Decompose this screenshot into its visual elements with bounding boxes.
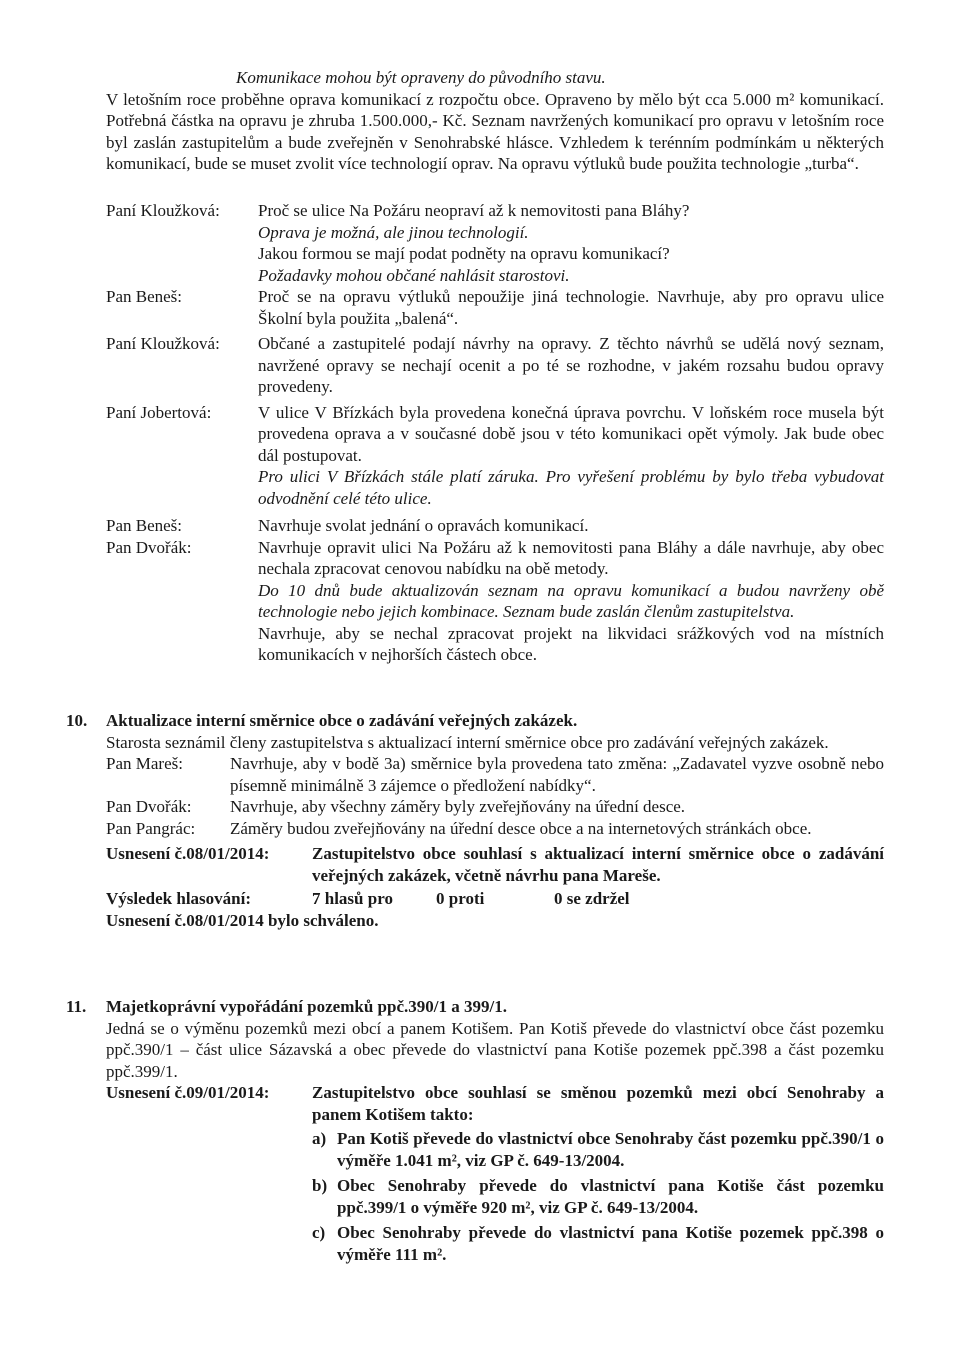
section-intro: Jedná se o výměnu pozemků mezi obcí a panem Kotišem. Pan Kotiš převede do vlastnictví obce část pozemku ppč.390/1 – část ulice Sázavská a obec převede do vlastnictví pana Kotiše pozemek ppč.398 a část pozemku ppč.399/1. [106,1018,884,1081]
speaker-entry [106,796,884,818]
resolution-item [312,1175,884,1218]
item-text: Obec Senohraby převede do vlastnictví pana Kotiše pozemek ppč.398 o výměře 111 m². [337,1223,884,1264]
entry-text: Navrhuje, aby všechny záměry byly zveřejňovány na úřední desce. [230,797,686,816]
entry-text: Navrhuje, aby v bodě 3a) směrnice byla provedena tato změna: „Zadavatel vyzve osobně nebo písemně minimálně 3 zájemce o předložení nabídky“. [230,754,884,795]
vote-abstain: 0 se zdržel [554,889,630,908]
item-text: Obec Senohraby převede do vlastnictví pana Kotiše část pozemku ppč.399/1 o výměře 920 m², viz GP č. 649-13/2004. [337,1176,884,1217]
section-11 [66,996,884,1265]
item-text: Pan Kotiš převede do vlastnictví obce Senohraby část pozemku ppč.390/1 o výměře 1.041 m², viz GP č. 649-13/2004. [337,1129,884,1170]
speaker-name: Paní Kloužková: [106,201,220,220]
vote-result [106,888,884,910]
speaker-name: Pan Mareš: [106,754,183,773]
section-intro: Starosta seznámil členy zastupitelstva s aktualizací interní směrnice obce pro zadávání veřejných zakázek. [106,732,829,752]
speaker-name: Pan Beneš: [106,287,183,306]
discussion-line: Proč se ulice Na Požáru neopraví až k nemovitosti pana Bláhy? [258,201,690,220]
discussion-line: Navrhuje, aby se nechal zpracovat projekt na likvidaci srážkových vod na místních komunikacích v nejhorších částech obce. [258,623,884,664]
speaker-name: Pan Dvořák: [106,797,192,816]
section-10 [66,710,884,931]
resolution-items [312,1128,884,1265]
item-letter: c) [312,1223,326,1242]
discussion-block [106,200,884,666]
section-number: 10. [66,711,88,730]
item-letter: a) [312,1129,327,1148]
resolution-label: Usnesení č.08/01/2014: [106,844,270,863]
vote-for: 7 hlasů pro [312,889,393,908]
speaker-entry [106,818,884,840]
discussion-line: Navrhuje opravit ulici Na Požáru až k nemovitosti pana Bláhy a dále navrhuje, aby obec nechala zpracovat cenovou nabídku na obě metody. [258,537,884,578]
speaker-entry [106,515,884,537]
resolution [106,1082,884,1265]
speaker-entry [106,333,884,398]
speaker-entry [106,537,884,666]
section-number: 11. [66,997,87,1016]
approval-note: Usnesení č.08/01/2014 bylo schváleno. [106,910,379,930]
discussion-answer: Požadavky mohou občané nahlásit starostovi. [258,265,570,285]
speaker-name: Pan Pangrác: [106,818,196,838]
speaker-name: Pan Dvořák: [106,537,192,557]
speaker-name: Paní Jobertová: [106,402,212,422]
resolution-text: Zastupitelstvo obce souhlasí se směnou pozemků mezi obcí Senohraby a panem Kotišem takto: [312,1083,884,1124]
discussion-line: Navrhuje svolat jednání o opravách komunikací. [258,516,589,535]
resolution [106,843,884,886]
speaker-name: Paní Kloužková: [106,334,220,353]
resolution-item [312,1128,884,1171]
vote-label: Výsledek hlasování: [106,889,251,908]
discussion-answer: Do 10 dnů bude aktualizován seznam na opravu komunikací a budou navrženy obě technologie nebo jejich kombinace. Seznam bude zaslán členům zastupitelstva. [258,580,884,621]
discussion-answer: Oprava je možná, ale jinou technologií. [258,222,529,242]
resolution-label: Usnesení č.09/01/2014: [106,1083,270,1102]
intro-block [106,67,884,175]
vote-against: 0 proti [436,889,485,908]
speaker-entry [106,200,884,286]
speaker-entry [106,402,884,510]
discussion-line: Proč se na opravu výtluků nepoužije jiná technologie. Navrhuje, aby pro opravu ulice Školní byla použita „balená“. [258,287,884,328]
intro-paragraph: V letošním roce proběhne oprava komunikací z rozpočtu obce. Opraveno by mělo být cca 5.000 m² komunikací. Potřebná částka na opravu je zhruba 1.500.000,- Kč. Seznam navržených komunikací pro opravu v letošním roce byl zaslán zastupitelům a bude zveřejněn v Senohrabské hlásce. Vzhledem k terénním podmínkám u některých komunikací, bude se muset zvolit více technologií oprav. Na opravu výtluků bude použita technologie „turba“. [106,89,884,173]
resolution-item [312,1222,884,1265]
section-title: Aktualizace interní směrnice obce o zadávání veřejných zakázek. [106,711,578,730]
discussion-line: V ulice V Břízkách byla provedena konečná úprava povrchu. V loňském roce musela být provedena oprava a v současné době jsou v této komunikaci opět výmoly. Jak bude obec dál postupovat. [258,402,884,465]
entry-text: Záměry budou zveřejňovány na úřední desce obce a na internetových stránkách obce. [230,818,812,838]
intro-heading: Komunikace mohou být opraveny do původního stavu. [236,68,606,87]
discussion-line: Občané a zastupitelé podají návrhy na opravy. Z těchto návrhů se udělá nový seznam, navržené opravy se nechají ocenit a po té se rozhodne, v jakém rozsahu budou opravy provedeny. [258,334,884,396]
resolution-text: Zastupitelstvo obce souhlasí s aktualizací interní směrnice obce o zadávání veřejných zakázek, včetně návrhu pana Mareše. [312,844,884,885]
discussion-line: Jakou formou se mají podat podněty na opravu komunikací? [258,244,670,263]
speaker-entry [106,753,884,796]
speaker-name: Pan Beneš: [106,516,183,535]
discussion-answer: Pro ulici V Břízkách stále platí záruka. Pro vyřešení problému by bylo třeba vybudovat odvodnění celé této ulice. [258,467,884,508]
item-letter: b) [312,1176,328,1195]
speaker-entry [106,286,884,329]
section-title: Majetkoprávní vypořádání pozemků ppč.390/1 a 399/1. [106,997,507,1016]
